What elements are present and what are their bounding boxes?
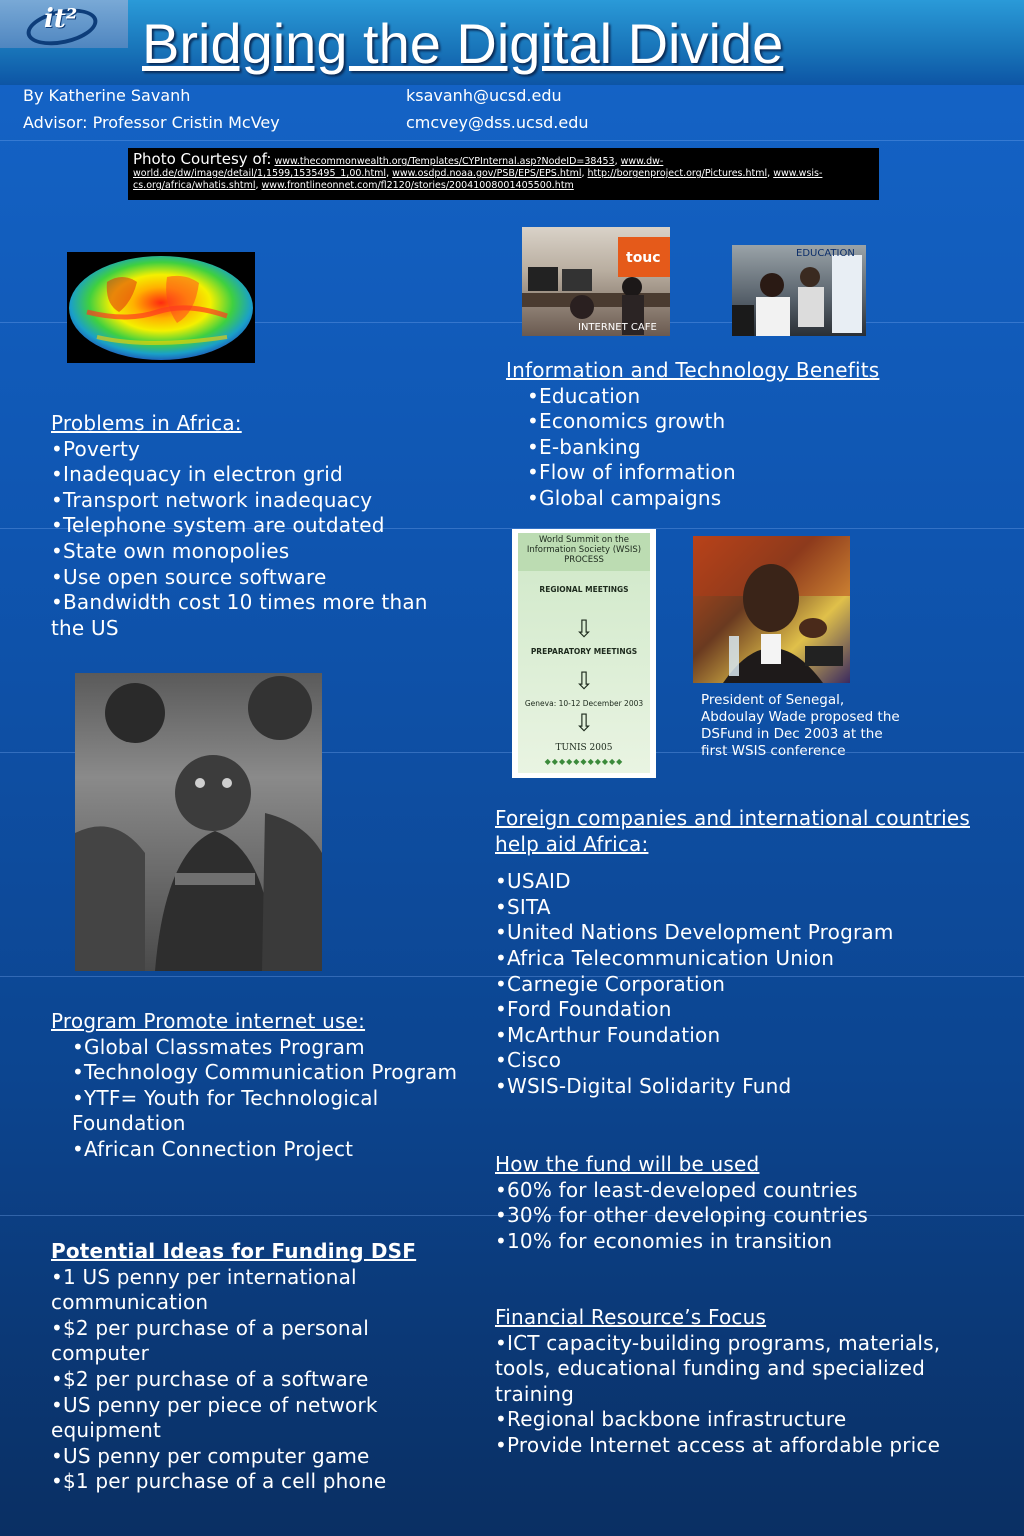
list-item: •Transport network inadequacy xyxy=(51,487,373,512)
list-item: •ICT capacity-building programs, materials, tools, educational funding and specialized training xyxy=(495,1330,941,1406)
fund-use-section xyxy=(495,1152,975,1254)
list-item: •US penny per piece of network equipment xyxy=(51,1392,378,1443)
list-item: •Telephone system are outdated xyxy=(51,513,385,538)
list-item: •SITA xyxy=(495,894,551,919)
wsis-chart-title: World Summit on the Information Society (WSIS) PROCESS xyxy=(518,533,650,571)
logo-text: it² xyxy=(44,4,78,34)
list-item: •1 US penny per international communication xyxy=(51,1264,357,1315)
list-item: •$2 per purchase of a personal computer xyxy=(51,1315,369,1366)
list-item: •Poverty xyxy=(51,436,141,461)
list-item: •USAID xyxy=(495,869,571,894)
senegal-caption: President of Senegal, Abdoulay Wade proposed the DSFund in Dec 2003 at the first WSIS conference xyxy=(701,692,900,759)
benefits-heading: Information and Technology Benefits xyxy=(506,358,880,382)
page-title: Bridging the Digital Divide xyxy=(142,12,784,75)
african-children-photo xyxy=(75,673,322,971)
program-section xyxy=(51,1009,461,1163)
foreign-aid-heading: Foreign companies and international countries help aid Africa: xyxy=(495,806,970,856)
decorative-dots: ◆◆◆◆◆◆◆◆◆◆◆ xyxy=(544,757,624,766)
list-item: •10% for economies in transition xyxy=(495,1228,833,1253)
problems-heading: Problems in Africa: xyxy=(51,411,242,435)
list-item: •Technology Communication Program xyxy=(72,1060,458,1085)
advisor-email[interactable]: cmcvey@dss.ucsd.edu xyxy=(406,113,589,132)
earth-heatmap-image xyxy=(67,252,255,363)
credit-link[interactable]: http://borgenproject.org/Pictures.html xyxy=(587,168,768,179)
svg-text:touc: touc xyxy=(626,250,661,266)
funding-ideas-section xyxy=(51,1239,461,1495)
photo-credits: Photo Courtesy of: www.thecommonwealth.org/Templates/CYPInternal.asp?NodeID=38453, www.dw-world.de/dw/image/detail/1,1599,1535495_1,00.html, www.osdpd.noaa.gov/PSB/EPS/EPS.html, http://borgenproject.org/Pictures.html, www.wsis-cs.org/africa/whatis.shtml, www.frontlineonnet.com/fl2120/stories/20041008001405500.htm xyxy=(128,148,879,200)
senegal-president-photo xyxy=(693,536,850,683)
program-heading: Program Promote internet use: xyxy=(51,1009,366,1033)
wsis-process-chart xyxy=(512,529,656,778)
list-item: •Cisco xyxy=(495,1048,562,1073)
fund-use-heading: How the fund will be used xyxy=(495,1152,760,1176)
list-item: •WSIS-Digital Solidarity Fund xyxy=(495,1073,792,1098)
wsis-step-regional: REGIONAL MEETINGS xyxy=(539,585,629,594)
list-item: •State own monopolies xyxy=(51,538,290,563)
internet-cafe-label: INTERNET CAFE xyxy=(578,322,657,333)
list-item: •United Nations Development Program xyxy=(495,920,894,945)
it2-logo xyxy=(0,0,128,48)
down-arrow-icon: ⇩ xyxy=(573,615,595,643)
down-arrow-icon: ⇩ xyxy=(573,709,595,737)
internet-cafe-photo xyxy=(522,227,670,336)
financial-focus-section xyxy=(495,1305,980,1459)
advisor-name: Advisor: Professor Cristin McVey xyxy=(23,113,280,132)
education-label: EDUCATION xyxy=(796,248,855,259)
list-item: •US penny per computer game xyxy=(51,1443,370,1468)
list-item: •Economics growth xyxy=(527,409,726,434)
list-item: •YTF= Youth for Technological Foundation xyxy=(72,1085,379,1136)
list-item: •Bandwidth cost 10 times more than the US xyxy=(51,590,428,640)
credit-link[interactable]: www.dw-world.de/dw/image/detail/1,1599,1535495_1,00.html xyxy=(133,156,664,179)
list-item: •$2 per purchase of a software xyxy=(51,1366,369,1391)
credit-link[interactable]: www.thecommonwealth.org/Templates/CYPInternal.asp?NodeID=38453 xyxy=(274,156,615,167)
foreign-aid-section xyxy=(495,806,975,1100)
list-item: •Flow of information xyxy=(527,460,736,485)
wsis-step-geneva: Geneva: 10-12 December 2003 xyxy=(524,699,644,708)
list-item: •Regional backbone infrastructure xyxy=(495,1407,847,1432)
credit-link[interactable]: www.osdpd.noaa.gov/PSB/EPS/EPS.html xyxy=(392,168,582,179)
problems-section xyxy=(51,411,461,641)
list-item: •E-banking xyxy=(527,434,641,459)
credit-link[interactable]: www.wsis-cs.org/africa/whatis.shtml xyxy=(133,168,823,191)
financial-focus-heading: Financial Resource’s Focus xyxy=(495,1305,767,1329)
benefits-section xyxy=(506,358,986,512)
list-item: •Use open source software xyxy=(51,564,327,589)
wsis-step-preparatory: PREPARATORY MEETINGS xyxy=(530,647,638,656)
list-item: •30% for other developing countries xyxy=(495,1203,868,1228)
list-item: •Carnegie Corporation xyxy=(495,971,726,996)
list-item: •McArthur Foundation xyxy=(495,1022,721,1047)
list-item: •Education xyxy=(527,383,641,408)
list-item: •Global campaigns xyxy=(527,485,722,510)
background-line xyxy=(0,140,1024,141)
education-photo xyxy=(732,245,866,336)
wsis-step-tunis: TUNIS 2005 xyxy=(555,743,613,753)
credit-link[interactable]: www.frontlineonnet.com/fl2120/stories/20041008001405500.htm xyxy=(261,180,574,191)
credits-lead: Photo Courtesy of: xyxy=(133,150,272,168)
list-item: •Provide Internet access at affordable price xyxy=(495,1432,941,1457)
list-item: •Ford Foundation xyxy=(495,997,672,1022)
funding-ideas-heading: Potential Ideas for Funding DSF xyxy=(51,1239,417,1263)
author-email[interactable]: ksavanh@ucsd.edu xyxy=(406,86,562,105)
list-item: •Global Classmates Program xyxy=(72,1034,365,1059)
wsis-chart-panel xyxy=(518,533,650,773)
list-item: •Africa Telecommunication Union xyxy=(495,945,835,970)
list-item: •$1 per purchase of a cell phone xyxy=(51,1469,387,1494)
list-item: •60% for least-developed countries xyxy=(495,1177,858,1202)
author-name: By Katherine Savanh xyxy=(23,86,191,105)
list-item: •African Connection Project xyxy=(72,1136,354,1161)
down-arrow-icon: ⇩ xyxy=(573,667,595,695)
list-item: •Inadequacy in electron grid xyxy=(51,462,343,487)
